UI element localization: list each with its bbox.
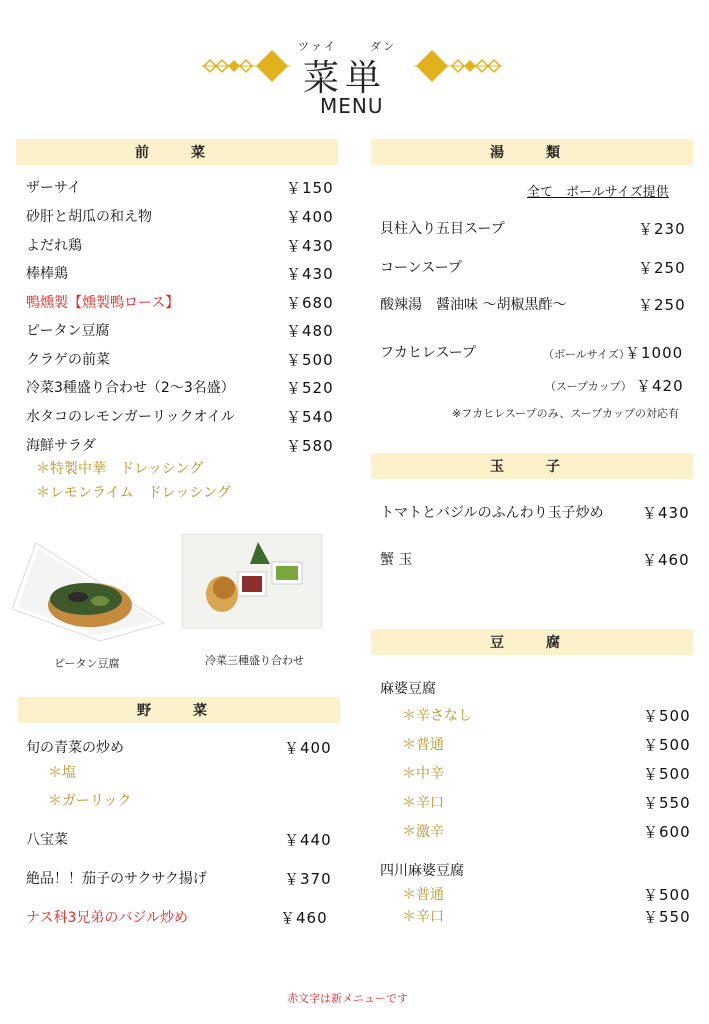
menu-item-price: ￥440 <box>284 831 332 849</box>
spice-option: ＊辛口 <box>402 795 444 811</box>
menu-item-name: コーンスープ <box>380 260 462 276</box>
menu-item-price: ￥540 <box>286 408 334 426</box>
menu-item-name: 砂肝と胡瓜の和え物 <box>26 209 152 225</box>
spice-option: ＊辛さなし <box>402 708 472 724</box>
menu-item-name: 酸辣湯 醤油味 ～胡椒黒酢～ <box>380 297 567 313</box>
menu-item-price: ￥460 <box>642 551 690 569</box>
menu-item-name: 冷菜3種盛り合わせ（2～3名盛） <box>26 380 235 396</box>
dressing-option: ＊特製中華 ドレッシング <box>36 461 204 477</box>
menu-item-name: よだれ鶏 <box>26 238 82 254</box>
section-header-appetizers: 前 菜 <box>16 139 338 165</box>
photo-caption: ピータン豆腐 <box>54 657 120 670</box>
spice-option: ＊中辛 <box>402 766 444 782</box>
soup-size-note: 全て ボールサイズ提供 <box>527 185 669 200</box>
spice-option: ＊普通 <box>402 887 444 903</box>
right-ornament <box>412 46 504 86</box>
menu-item-price: ￥680 <box>286 294 334 312</box>
section-header-tofu: 豆 腐 <box>371 629 693 655</box>
menu-item-price: ￥250 <box>638 259 686 277</box>
page-title: 菜単 <box>303 58 388 99</box>
section-header-soups: 湯 類 <box>371 139 693 165</box>
menu-item-price: ￥150 <box>286 179 334 197</box>
menu-item-price: ￥550 <box>643 908 691 926</box>
menu-item-price: ￥520 <box>286 379 334 397</box>
sichuan-mapo-title: 四川麻婆豆腐 <box>380 863 464 879</box>
menu-item-name: クラゲの前菜 <box>26 352 110 368</box>
spice-option: ＊辛口 <box>402 909 444 925</box>
menu-item-name: 八宝菜 <box>26 832 68 848</box>
menu-item-name: 貝柱入り五目スープ <box>380 221 505 237</box>
menu-item-price: ￥500 <box>643 765 691 783</box>
menu-item-name: トマトとバジルのふんわり玉子炒め <box>380 505 604 521</box>
menu-item-price: ￥400 <box>284 739 332 757</box>
title-ruby-left: ツァイ <box>298 40 337 53</box>
photo-caption: 冷菜三種盛り合わせ <box>205 654 304 667</box>
menu-item-name: 水タコのレモンガーリックオイル <box>26 409 235 425</box>
menu-item-price: ￥600 <box>643 823 691 841</box>
pitan-tofu-photo <box>8 535 166 645</box>
menu-item-name: 旬の青菜の炒め <box>26 740 124 756</box>
section-header-vegetables: 野 菜 <box>18 697 340 723</box>
dressing-option: ＊レモンライム ドレッシング <box>36 485 231 501</box>
menu-item-price: ￥500 <box>643 736 691 754</box>
menu-item-price: ￥480 <box>286 322 334 340</box>
cold-platter-photo <box>180 532 325 632</box>
menu-item-price: ￥460 <box>280 909 328 927</box>
footer-note: 赤文字は新メニューです <box>287 992 408 1005</box>
menu-item-price: ￥500 <box>643 707 691 725</box>
menu-item-price: ￥550 <box>643 794 691 812</box>
menu-item-price: ￥430 <box>286 265 334 283</box>
size-label: （スープカップ） <box>545 380 632 393</box>
section-header-eggs: 玉 子 <box>371 453 693 479</box>
title-ruby-right: ダン <box>370 40 397 53</box>
option-salt: ＊塩 <box>48 765 76 781</box>
menu-item-name: 棒棒鶏 <box>26 266 68 282</box>
soup-footnote: ※フカヒレスープのみ、スープカップの対応有 <box>452 407 680 420</box>
menu-item-price: ￥430 <box>286 237 334 255</box>
size-label: （ボールサイズ） <box>543 348 630 361</box>
mapo-tofu-title: 麻婆豆腐 <box>380 681 436 697</box>
menu-item-name: ザーサイ <box>26 180 82 196</box>
menu-item-name: ピータン豆腐 <box>26 323 110 339</box>
menu-item-name-new: 鴨燻製【燻製鴨ロース】 <box>26 295 180 311</box>
menu-item-price: ￥230 <box>638 220 686 238</box>
spice-option: ＊激辛 <box>402 824 444 840</box>
menu-item-name: 絶品！！茄子のサクサク揚げ <box>26 871 207 887</box>
menu-item-price: ￥420 <box>636 377 684 395</box>
menu-item-price: ￥430 <box>642 504 690 522</box>
menu-item-price: ￥580 <box>286 437 334 455</box>
menu-item-price: ￥1000 <box>625 344 684 362</box>
menu-item-price: ￥500 <box>286 351 334 369</box>
option-garlic: ＊ガーリック <box>48 793 132 809</box>
menu-item-price: ￥500 <box>643 886 691 904</box>
page-subtitle: MENU <box>320 94 384 118</box>
menu-item-name-new: ナス科3兄弟のバジル炒め <box>26 910 188 926</box>
left-ornament <box>200 46 292 86</box>
menu-item-name: 蟹 玉 <box>380 552 413 568</box>
menu-item-name: フカヒレスープ <box>380 345 477 361</box>
menu-item-price: ￥400 <box>286 208 334 226</box>
spice-option: ＊普通 <box>402 737 444 753</box>
menu-item-price: ￥250 <box>638 296 686 314</box>
menu-item-price: ￥370 <box>284 870 332 888</box>
menu-item-name: 海鮮サラダ <box>26 438 96 454</box>
